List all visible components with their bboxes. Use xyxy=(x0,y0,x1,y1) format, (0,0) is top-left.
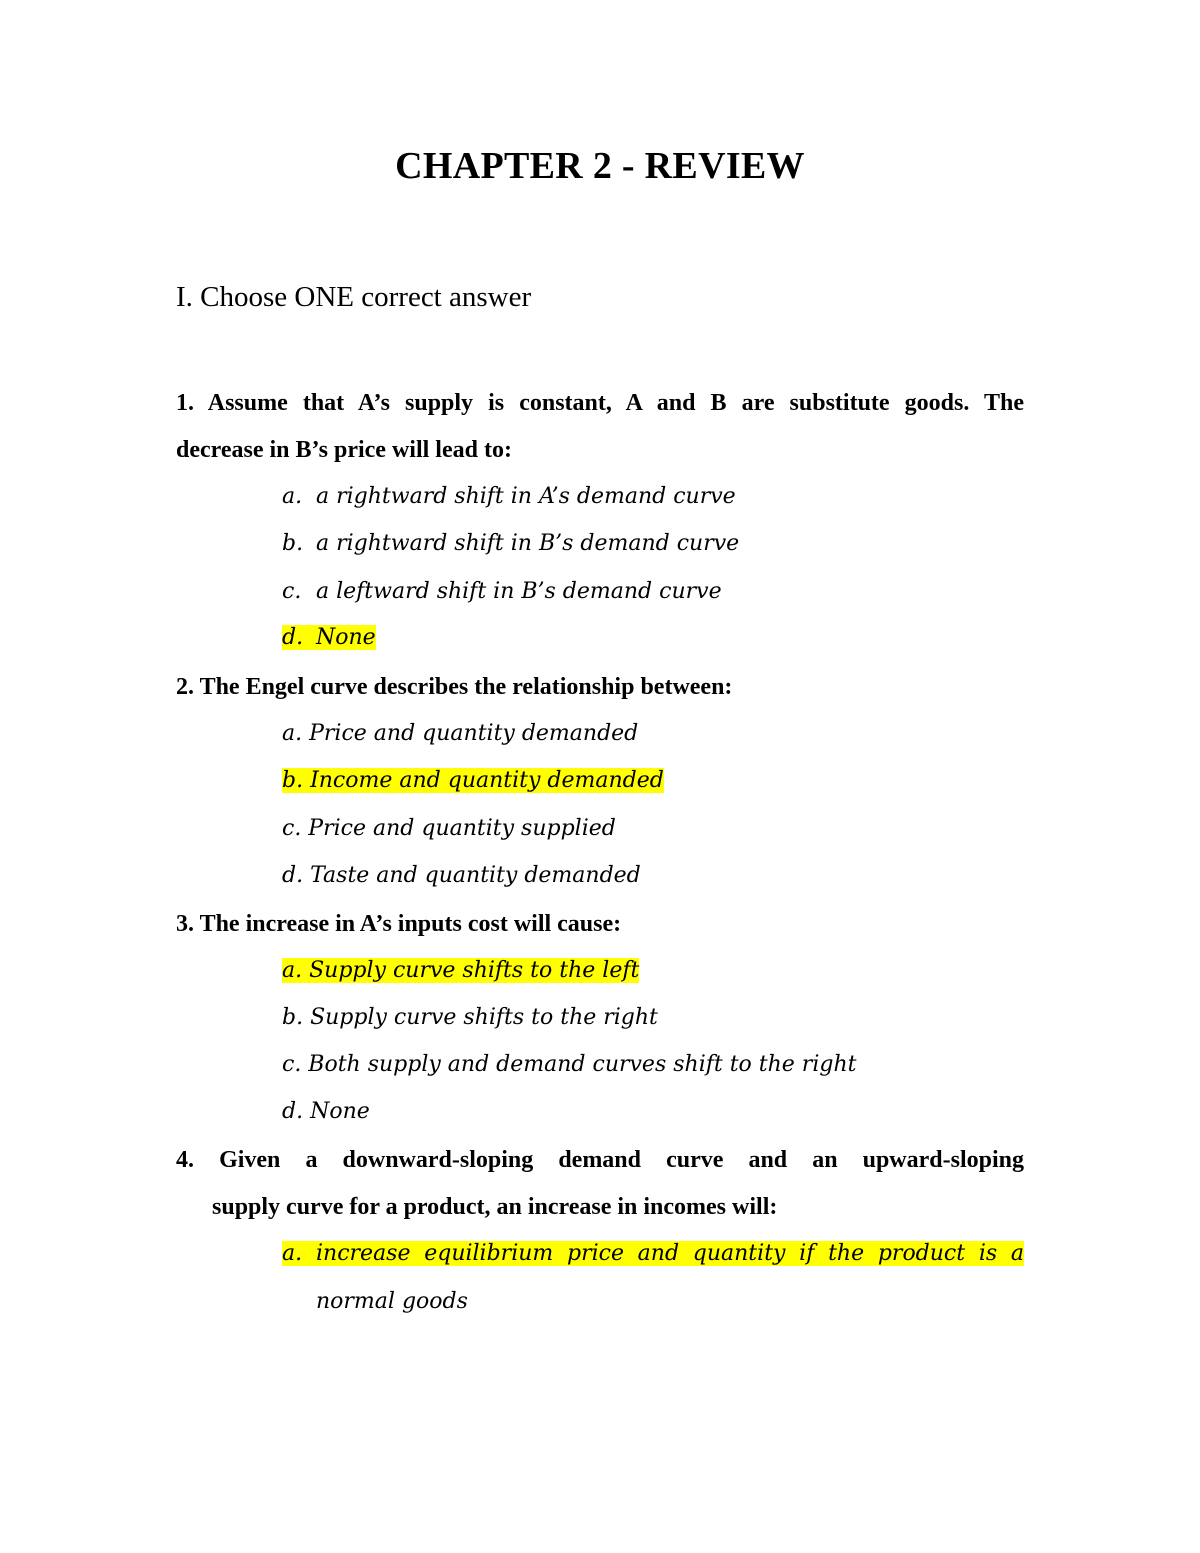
option-text: a. Supply curve shifts to the left xyxy=(282,958,640,983)
option-text: a rightward shift in B’s demand curve xyxy=(316,531,740,556)
question-1-option-a xyxy=(282,482,736,512)
option-letter: c. xyxy=(282,579,302,604)
option-text: a leftward shift in B’s demand curve xyxy=(316,579,722,604)
option-letter: a. xyxy=(282,1241,303,1266)
section-heading: I. Choose ONE correct answer xyxy=(176,281,532,313)
question-4-option-a-answer xyxy=(282,1239,1024,1269)
option-letter: a. xyxy=(282,484,303,509)
question-3-option-d: d. None xyxy=(282,1099,370,1124)
option-text: increase equilibrium price and quantity if the product is a xyxy=(316,1241,1024,1266)
question-3-line-1: 3. The increase in A’s inputs cost will cause: xyxy=(176,911,622,937)
option-text: a rightward shift in A’s demand curve xyxy=(316,484,736,509)
question-2-option-d: d. Taste and quantity demanded xyxy=(282,863,641,888)
question-1-option-c xyxy=(282,577,722,607)
question-1-option-b xyxy=(282,529,739,559)
question-2-option-c: c. Price and quantity supplied xyxy=(282,816,616,841)
question-1-line-2: decrease in B’s price will lead to: xyxy=(176,437,512,463)
option-text: None xyxy=(316,625,376,650)
question-2-option-a: a. Price and quantity demanded xyxy=(282,721,639,746)
question-3-option-c: c. Both supply and demand curves shift to the right xyxy=(282,1052,857,1077)
question-1-line-1: 1. Assume that A’s supply is constant, A and B are substitute goods. The xyxy=(176,390,1024,416)
question-2-option-b-answer xyxy=(282,766,664,796)
question-4-option-a-continuation: normal goods xyxy=(316,1289,468,1314)
question-4-line-2: supply curve for a product, an increase in incomes will: xyxy=(212,1194,778,1220)
question-2-line-1: 2. The Engel curve describes the relationship between: xyxy=(176,674,733,700)
option-letter: d. xyxy=(282,625,304,650)
question-4-line-1: 4. Given a downward-sloping demand curve and an upward-sloping xyxy=(176,1147,1024,1173)
question-3-option-b: b. Supply curve shifts to the right xyxy=(282,1005,658,1030)
option-text: b. Income and quantity demanded xyxy=(282,768,664,793)
option-letter: b. xyxy=(282,531,304,556)
question-1-option-d-answer xyxy=(282,623,376,653)
page-title: CHAPTER 2 - REVIEW xyxy=(395,145,805,187)
question-3-option-a-answer xyxy=(282,956,639,986)
